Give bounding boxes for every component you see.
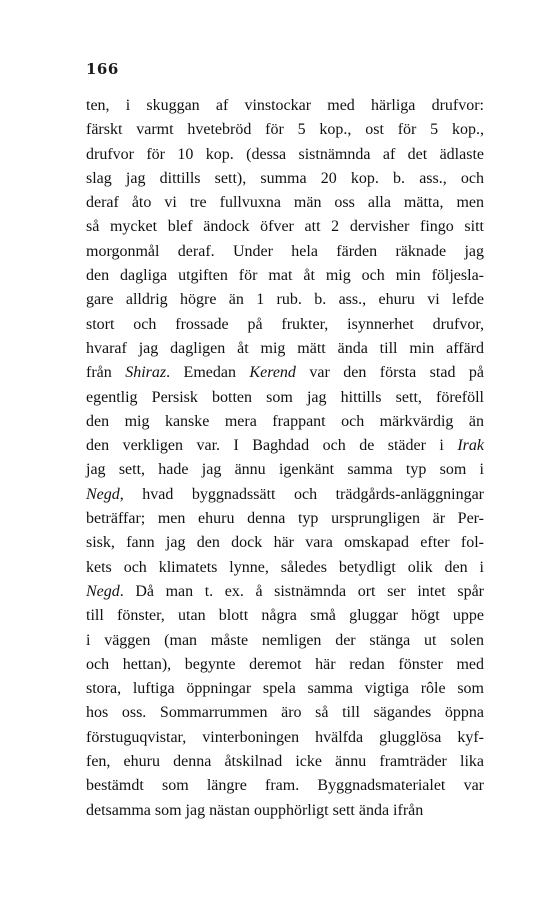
text-line: kets och klimatets lynne, således betydligt olik den i bbox=[86, 558, 484, 576]
text-line: färskt varmt hvetebröd för 5 kop., ost för 5 kop., bbox=[86, 121, 484, 139]
text-line: Negd. Då man t. ex. å sistnämnda ort ser intet spår bbox=[86, 582, 484, 600]
text-line: den dagliga utgiften för mat åt mig och min följesla- bbox=[86, 267, 484, 285]
italic-name: Negd bbox=[86, 582, 120, 600]
text-line: detsamma som jag nästan oupphörligt sett ända ifrån bbox=[86, 801, 424, 819]
text-line: den mig kanske mera frappant och märkvärdig än bbox=[86, 412, 484, 430]
text-line: hvaraf jag dagligen åt mig mätt ända till min affärd bbox=[86, 339, 484, 357]
body-text bbox=[86, 94, 484, 823]
page-number: 166 bbox=[86, 60, 119, 78]
italic-name: Shiraz bbox=[125, 364, 167, 382]
text-line: från Shiraz. Emedan Kerend var den första stad på bbox=[86, 364, 484, 382]
italic-name: Negd bbox=[86, 485, 120, 503]
text-line: stora, luftiga öppningar spela samma vigtiga rôle som bbox=[86, 680, 484, 698]
text-line: sisk, fann jag den dock här vara omskapad efter fol- bbox=[86, 534, 484, 552]
text-line: stort och frossade på frukter, isynnerhet drufvor, bbox=[86, 315, 484, 333]
text-line: jag sett, hade jag ännu igenkänt samma typ som i bbox=[86, 461, 484, 479]
text-line: ten, i skuggan af vinstockar med härliga drufvor: bbox=[86, 97, 484, 114]
text-line: till fönster, utan blott några små gluggar högt uppe bbox=[86, 607, 484, 625]
text-line: bestämdt som längre fram. Byggnadsmaterialet var bbox=[86, 777, 484, 795]
text-line: och hettan), begynte deremot här redan fönster med bbox=[86, 655, 484, 673]
italic-name: Kerend bbox=[249, 364, 296, 382]
text-line: drufvor för 10 kop. (dessa sistnämnda af det ädlaste bbox=[86, 145, 484, 163]
text-line: gare alldrig högre än 1 rub. b. ass., ehuru vi lefde bbox=[86, 291, 484, 309]
text-line: slag jag dittills sett), summa 20 kop. b. ass., och bbox=[86, 169, 484, 187]
text-line: förstuguqvistar, vinterboningen hvälfda glugglösa kyf- bbox=[86, 728, 484, 746]
text-line: så mycket blef ändock öfver att 2 dervisher fingo sitt bbox=[86, 218, 484, 236]
text-line: Negd, hvad byggnadssätt och trädgårds-anläggningar bbox=[86, 485, 484, 503]
text-line: egentlig Persisk botten som jag hittills sett, föreföll bbox=[86, 388, 484, 406]
text-line: den verkligen var. I Baghdad och de städer i Irak bbox=[86, 437, 484, 455]
text-line: i väggen (man måste nemligen der stänga ut solen bbox=[86, 631, 484, 649]
text-line: beträffar; men ehuru denna typ ursprungligen är Per- bbox=[86, 510, 484, 528]
text-line: deraf åto vi tre fullvuxna män oss alla mätta, men bbox=[86, 194, 484, 212]
text-line: fen, ehuru denna åtskilnad icke ännu framträder lika bbox=[86, 753, 484, 771]
text-line: morgonmål deraf. Under hela färden räknade jag bbox=[86, 242, 484, 260]
italic-name: Irak bbox=[457, 437, 484, 455]
text-line: hos oss. Sommarrummen äro så till sägandes öppna bbox=[86, 704, 484, 722]
